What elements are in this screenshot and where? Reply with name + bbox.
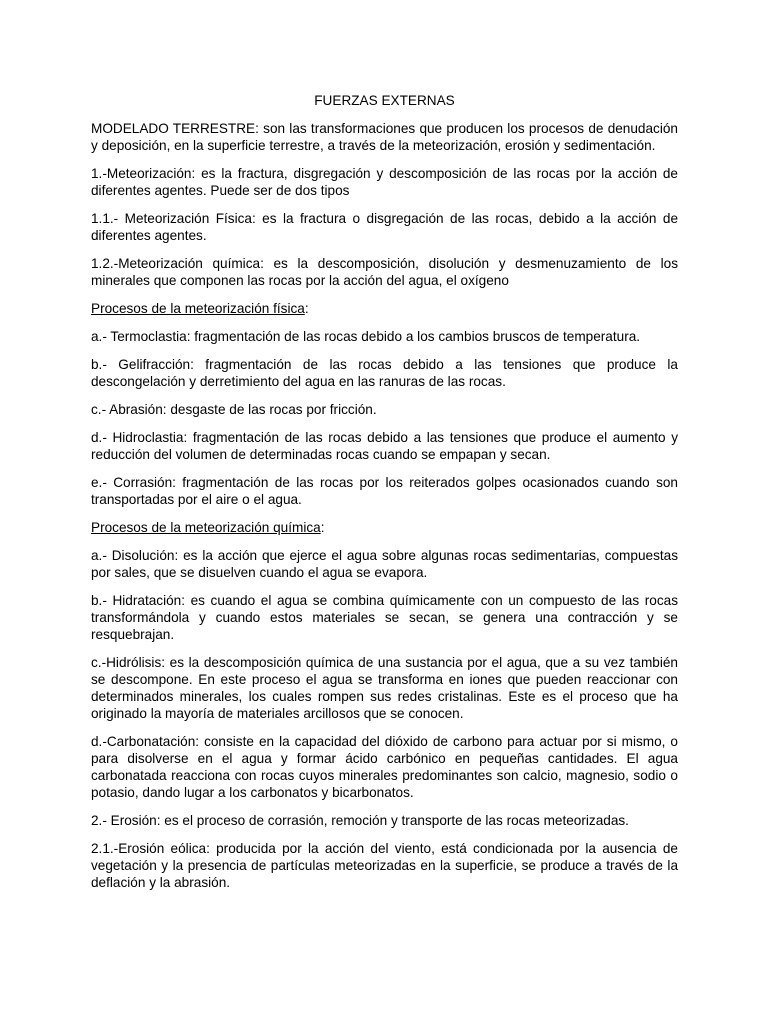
section-heading-text: Procesos de la meteorización química [91, 520, 321, 535]
section-heading-colon: : [304, 301, 309, 316]
list-item-corrasion: e.- Corrasión: fragmentación de las rocas por los reiterados golpes ocasionados cuando son transportadas por el aire o el agua. [91, 475, 678, 507]
document-title: FUERZAS EXTERNAS [314, 93, 455, 108]
list-item-gelifraccion: b.- Gelifracción: fragmentación de las rocas debido a las tensiones que produce la descongelación y derretimiento del agua en las ranuras de las rocas. [91, 357, 678, 389]
section-heading-text: Procesos de la meteorización física [91, 301, 305, 316]
section-heading-colon: : [320, 520, 325, 535]
paragraph-meteorizacion-fisica: 1.1.- Meteorización Física: es la fractura o disgregación de las rocas, debido a la acción de diferentes agentes. [91, 211, 678, 243]
list-item-hidrolisis: c.-Hidrólisis: es la descomposición química de una sustancia por el agua, que a su vez también se descompone. En este proceso el agua se transforma en iones que pueden reaccionar con determinados minerales, los cuales rompen sus redes cristalinas. Este es el proceso que ha originado la mayoría de materiales arcillosos que se conocen. [91, 655, 678, 721]
list-item-disolucion: a.- Disolución: es la acción que ejerce el agua sobre algunas rocas sedimentarias, compuestas por sales, que se disuelven cuando el agua se evapora. [91, 548, 678, 580]
paragraph-modelado: MODELADO TERRESTRE: son las transformaciones que producen los procesos de denudación y deposición, en la superficie terrestre, a través de la meteorización, erosión y sedimentación. [91, 121, 678, 153]
section-heading-procesos-quimica [91, 519, 678, 536]
section-heading-procesos-fisica [91, 300, 678, 317]
list-item-hidratacion: b.- Hidratación: es cuando el agua se combina químicamente con un compuesto de las rocas transformándola y cuando estos materiales se secan, se genera una contracción y se resquebrajan. [91, 593, 678, 642]
document-body [91, 92, 678, 902]
list-item-carbonatacion: d.-Carbonatación: consiste en la capacidad del dióxido de carbono para actuar por si mismo, o para disolverse en el agua y formar ácido carbónico en pequeñas cantidades. El agua carbonatada reacciona con rocas cuyos minerales predominantes son calcio, magnesio, sodio o potasio, dando lugar a los carbonatos y bicarbonatos. [91, 734, 678, 800]
paragraph-erosion: 2.- Erosión: es el proceso de corrasión, remoción y transporte de las rocas meteorizadas. [91, 813, 629, 828]
paragraph-erosion-eolica: 2.1.-Erosión eólica: producida por la acción del viento, está condicionada por la ausencia de vegetación y la presencia de partículas meteorizadas en la superficie, se produce a través de la deflación y la abrasión. [91, 841, 678, 890]
paragraph-meteorizacion-quimica: 1.2.-Meteorización química: es la descomposición, disolución y desmenuzamiento de los minerales que componen las rocas por la acción del agua, el oxígeno [91, 256, 678, 288]
list-item-abrasion: c.- Abrasión: desgaste de las rocas por fricción. [91, 402, 377, 417]
list-item-hidroclastia: d.- Hidroclastia: fragmentación de las rocas debido a las tensiones que produce el aumento y reducción del volumen de determinadas rocas cuando se empapan y secan. [91, 430, 678, 462]
list-item-termoclastia: a.- Termoclastia: fragmentación de las rocas debido a los cambios bruscos de temperatura. [91, 329, 641, 344]
paragraph-meteorizacion: 1.-Meteorización: es la fractura, disgregación y descomposición de las rocas por la acción de diferentes agentes. Puede ser de dos tipos [91, 166, 678, 198]
